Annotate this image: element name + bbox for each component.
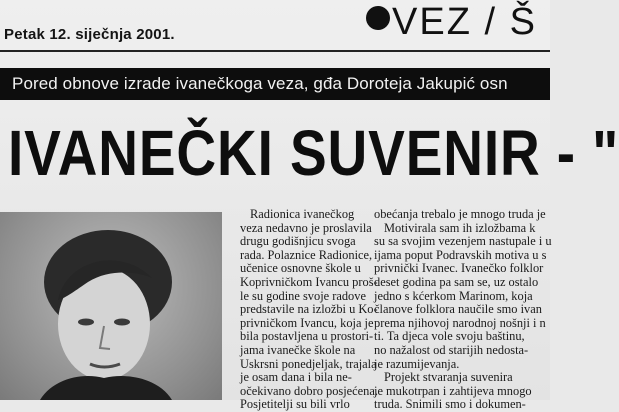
portrait-photo-icon: [0, 212, 222, 400]
column2-line: deset godina pa sam se, uz ostalo: [374, 274, 539, 289]
column2-line: ti. Ta djeca vole svoju baštinu,: [374, 329, 525, 344]
column1-line: Koprivničkom Ivancu proš-: [240, 274, 378, 289]
column2-line: je mukotrpan i zahtijeva mnogo: [374, 383, 532, 398]
column2-line: je razumijevanja.: [374, 356, 460, 371]
column1-line: očekivano dobro posjećena.: [240, 383, 378, 398]
column2-line: prema njihovoj narodnoj nošnji i n: [374, 315, 546, 330]
column2-line: Projekt stvaranja suvenira: [384, 370, 513, 385]
column1-line: le su godine svoje radove: [240, 288, 366, 303]
column2-line: jedno s kćerkom Marinom, koja: [374, 288, 533, 303]
article-column-2: [374, 208, 550, 412]
portrait-photo: [0, 212, 222, 400]
column2-line: članove folklora naučile smo ivan: [374, 302, 542, 317]
column1-line: bila postavljena u prostori-: [240, 329, 374, 344]
column2-line: obećanja trebalo je mnogo truda je: [374, 207, 546, 221]
column2-line: Motivirala sam ih izložbama k: [384, 220, 536, 235]
column2-line: su sa svojim vezenjem nastupale i u: [374, 234, 552, 249]
column1-line: Posjetitelji su bili vrlo: [240, 397, 350, 412]
column2-line: ijama poput Podravskih motiva u s: [374, 247, 547, 262]
column1-line: učenice osnovne škole u: [240, 261, 361, 276]
column1-line: je osam dana i bila ne-: [240, 370, 352, 385]
logo-dot-icon: [366, 6, 390, 30]
column2-line: truda. Snimili smo i dokumen-: [374, 397, 526, 412]
subtitle-banner: [0, 68, 550, 100]
column1-line: Uskrsni ponedjeljak, trajala: [240, 356, 377, 371]
column2-line: privnički Ivanec. Ivanečko folklor: [374, 261, 544, 276]
subtitle-text: Pored obnove izrade ivanečkoga veza, gđa Doroteja Jakupić osn: [12, 74, 508, 93]
section-logo: VEZ / Š: [392, 1, 537, 43]
issue-date: Petak 12. siječnja 2001.: [4, 26, 175, 43]
column1-line: privničkom Ivancu, koja je: [240, 315, 374, 330]
column1-line: Radionica ivanečkog: [250, 207, 355, 221]
column1-line: veza nedavno je proslavila: [240, 220, 372, 235]
column2-line: no nažalost od starijih nedosta-: [374, 342, 529, 357]
column1-line: rada. Polaznice Radionice,: [240, 247, 373, 262]
headline: IVANEČKI SUVENIR - ": [8, 117, 619, 189]
masthead-rule: [0, 50, 550, 52]
column1-line: jama ivanečke škole na: [240, 342, 356, 357]
column1-line: drugu godišnjicu svoga: [240, 234, 356, 249]
article-column-1: [240, 207, 378, 412]
column1-line: predstavile na izložbi u Ko-: [240, 302, 378, 317]
